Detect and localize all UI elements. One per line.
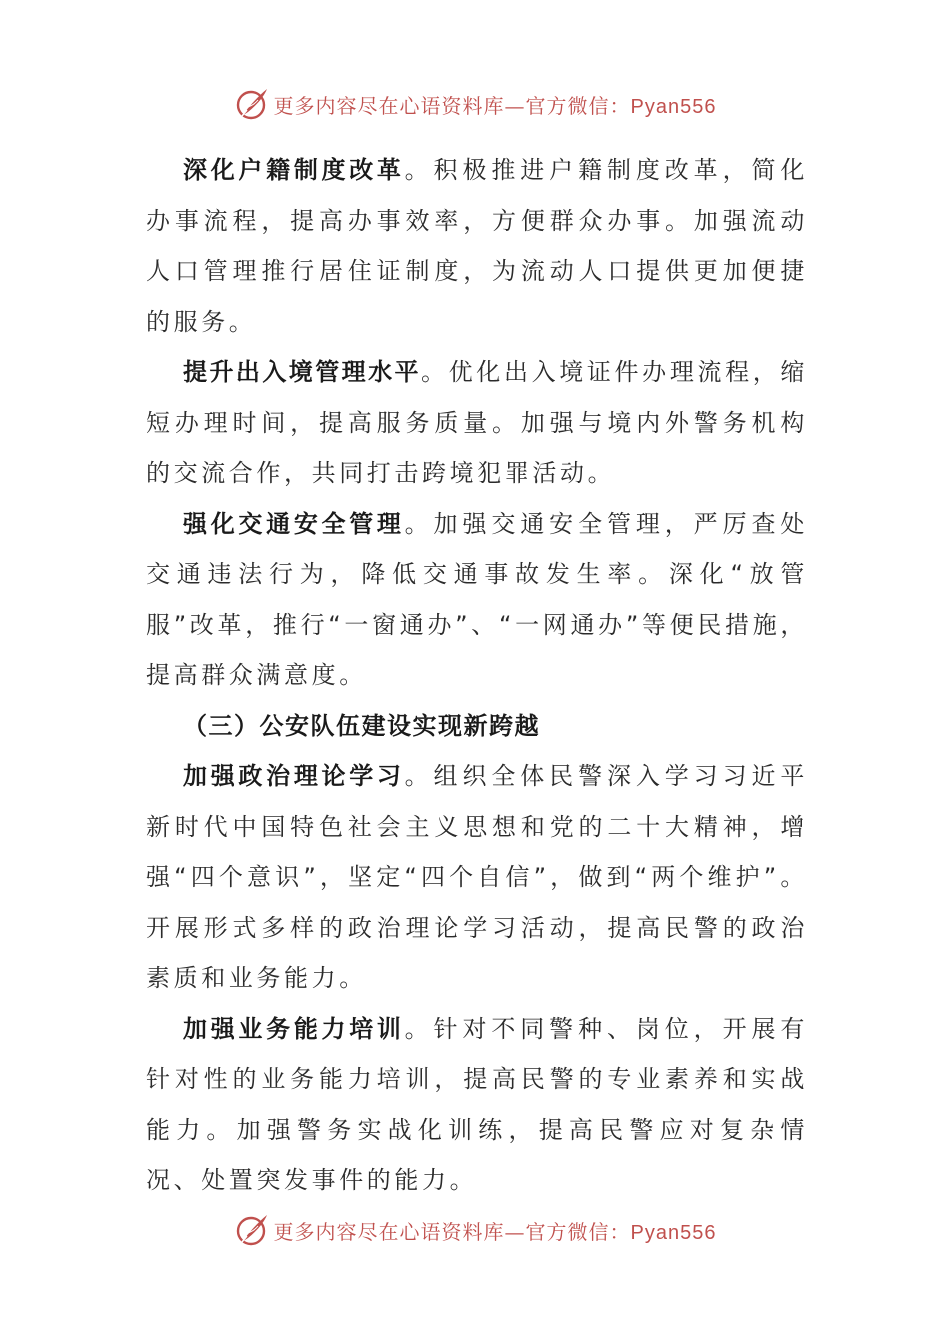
paragraph-body: 。组织全体民警深入学习习近平新时代中国特色社会主义思想和党的二十大精神，增强“四个意识”，坚定“四个自信”，做到“两个维护”。开展形式多样的政治理论学习活动，提高民警的政治素质和业务能力。 — [146, 762, 808, 992]
paragraph-lead: 深化户籍制度改革 — [183, 156, 405, 184]
paragraph-body: 。针对不同警种、岗位，开展有针对性的业务能力培训，提高民警的专业素养和实战能力。加强警务实战化训练，提高民警应对复杂情况、处置突发事件的能力。 — [146, 1014, 808, 1194]
footer-watermark-id: Pyan556 — [630, 1221, 717, 1244]
quill-pen-logo-icon — [234, 1212, 270, 1248]
paragraph-traffic-safety — [146, 499, 808, 701]
paragraph-lead: 强化交通安全管理 — [183, 509, 405, 538]
paragraph-lead: 加强业务能力培训 — [183, 1014, 405, 1043]
quill-pen-logo-icon — [234, 86, 270, 122]
footer-watermark-text — [274, 1216, 717, 1245]
paragraph-skills-training — [146, 1004, 808, 1206]
header-watermark-id: Pyan556 — [630, 95, 717, 118]
paragraph-lead: 提升出入境管理水平 — [183, 358, 422, 386]
paragraph-lead: 加强政治理论学习 — [183, 762, 405, 790]
paragraph-body: 。加强交通安全管理，严厉查处交通违法行为，降低交通事故发生率。深化“放管服”改革，推行“一窗通办”、“一网通办”等便民措施，提高群众满意度。 — [146, 509, 808, 689]
paragraph-exit-entry — [146, 347, 808, 499]
section-heading: （三）公安队伍建设实现新跨越 — [183, 711, 540, 740]
paragraph-body: 。积极推进户籍制度改革，简化办事流程，提高办事效率，方便群众办事。加强流动人口管理推行居住证制度，为流动人口提供更加便捷的服务。 — [146, 156, 808, 336]
header-watermark-cn: 更多内容尽在心语资料库—官方微信： — [273, 93, 631, 118]
paragraph-political-study — [146, 751, 808, 1004]
footer-watermark-cn: 更多内容尽在心语资料库—官方微信： — [273, 1219, 631, 1244]
paragraph-household-registration — [146, 145, 808, 347]
header-watermark — [0, 82, 950, 126]
footer-watermark — [0, 1208, 950, 1252]
header-watermark-text — [274, 90, 717, 119]
paragraph-body: 。优化出入境证件办理流程，缩短办理时间，提高服务质量。加强与境内外警务机构的交流合作，共同打击跨境犯罪活动。 — [146, 358, 808, 487]
document-body — [146, 145, 808, 1206]
